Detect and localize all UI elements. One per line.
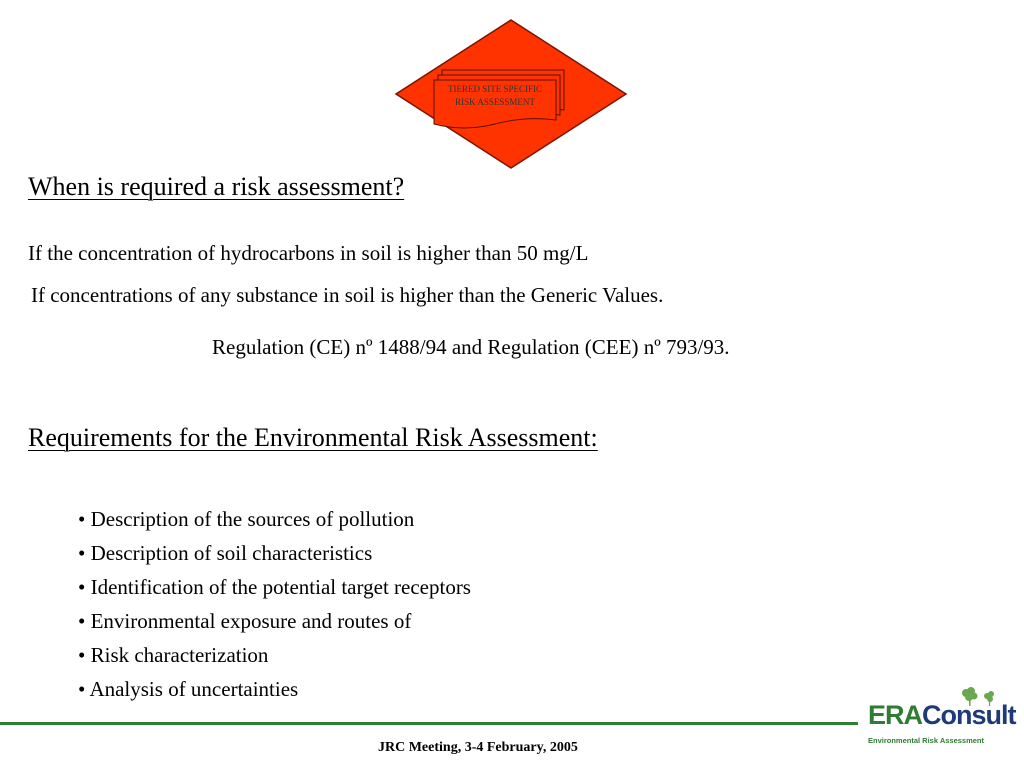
hydrocarbon-condition-text: If the concentration of hydrocarbons in soil is higher than 50 mg/L	[28, 241, 589, 265]
logo-tagline: Environmental Risk Assessment	[868, 736, 985, 745]
generic-values-condition-text: If concentrations of any substance in soil is higher than the Generic Values.	[31, 283, 664, 307]
footer-divider	[0, 722, 858, 725]
list-item: • Description of soil characteristics	[78, 541, 373, 565]
regulation-reference-text: Regulation (CE) nº 1488/94 and Regulation (CEE) nº 793/93.	[212, 335, 730, 359]
logo-era-text: ERA	[868, 700, 923, 730]
list-item: • Risk characterization	[78, 643, 269, 667]
logo-wordmark	[868, 700, 1016, 731]
list-item: • Description of the sources of pollution	[78, 507, 415, 531]
requirements-list	[78, 502, 471, 706]
footer-meeting-text: JRC Meeting, 3-4 February, 2005	[378, 740, 578, 755]
eraconsult-logo	[862, 686, 1016, 752]
list-item: • Analysis of uncertainties	[78, 677, 299, 701]
diagram-label-line1: TIERED SITE SPECIFIC	[447, 84, 543, 94]
diagram-label-line2: RISK ASSESSMENT	[455, 97, 535, 107]
section1-heading: When is required a risk assessment?	[28, 172, 405, 201]
list-item: • Environmental exposure and routes of	[78, 609, 412, 633]
logo-consult-text: Consult	[922, 700, 1016, 730]
tiered-risk-assessment-diagram	[394, 18, 628, 170]
list-item: • Identification of the potential target receptors	[78, 575, 471, 599]
section2-heading: Requirements for the Environmental Risk Assessment:	[28, 423, 598, 452]
